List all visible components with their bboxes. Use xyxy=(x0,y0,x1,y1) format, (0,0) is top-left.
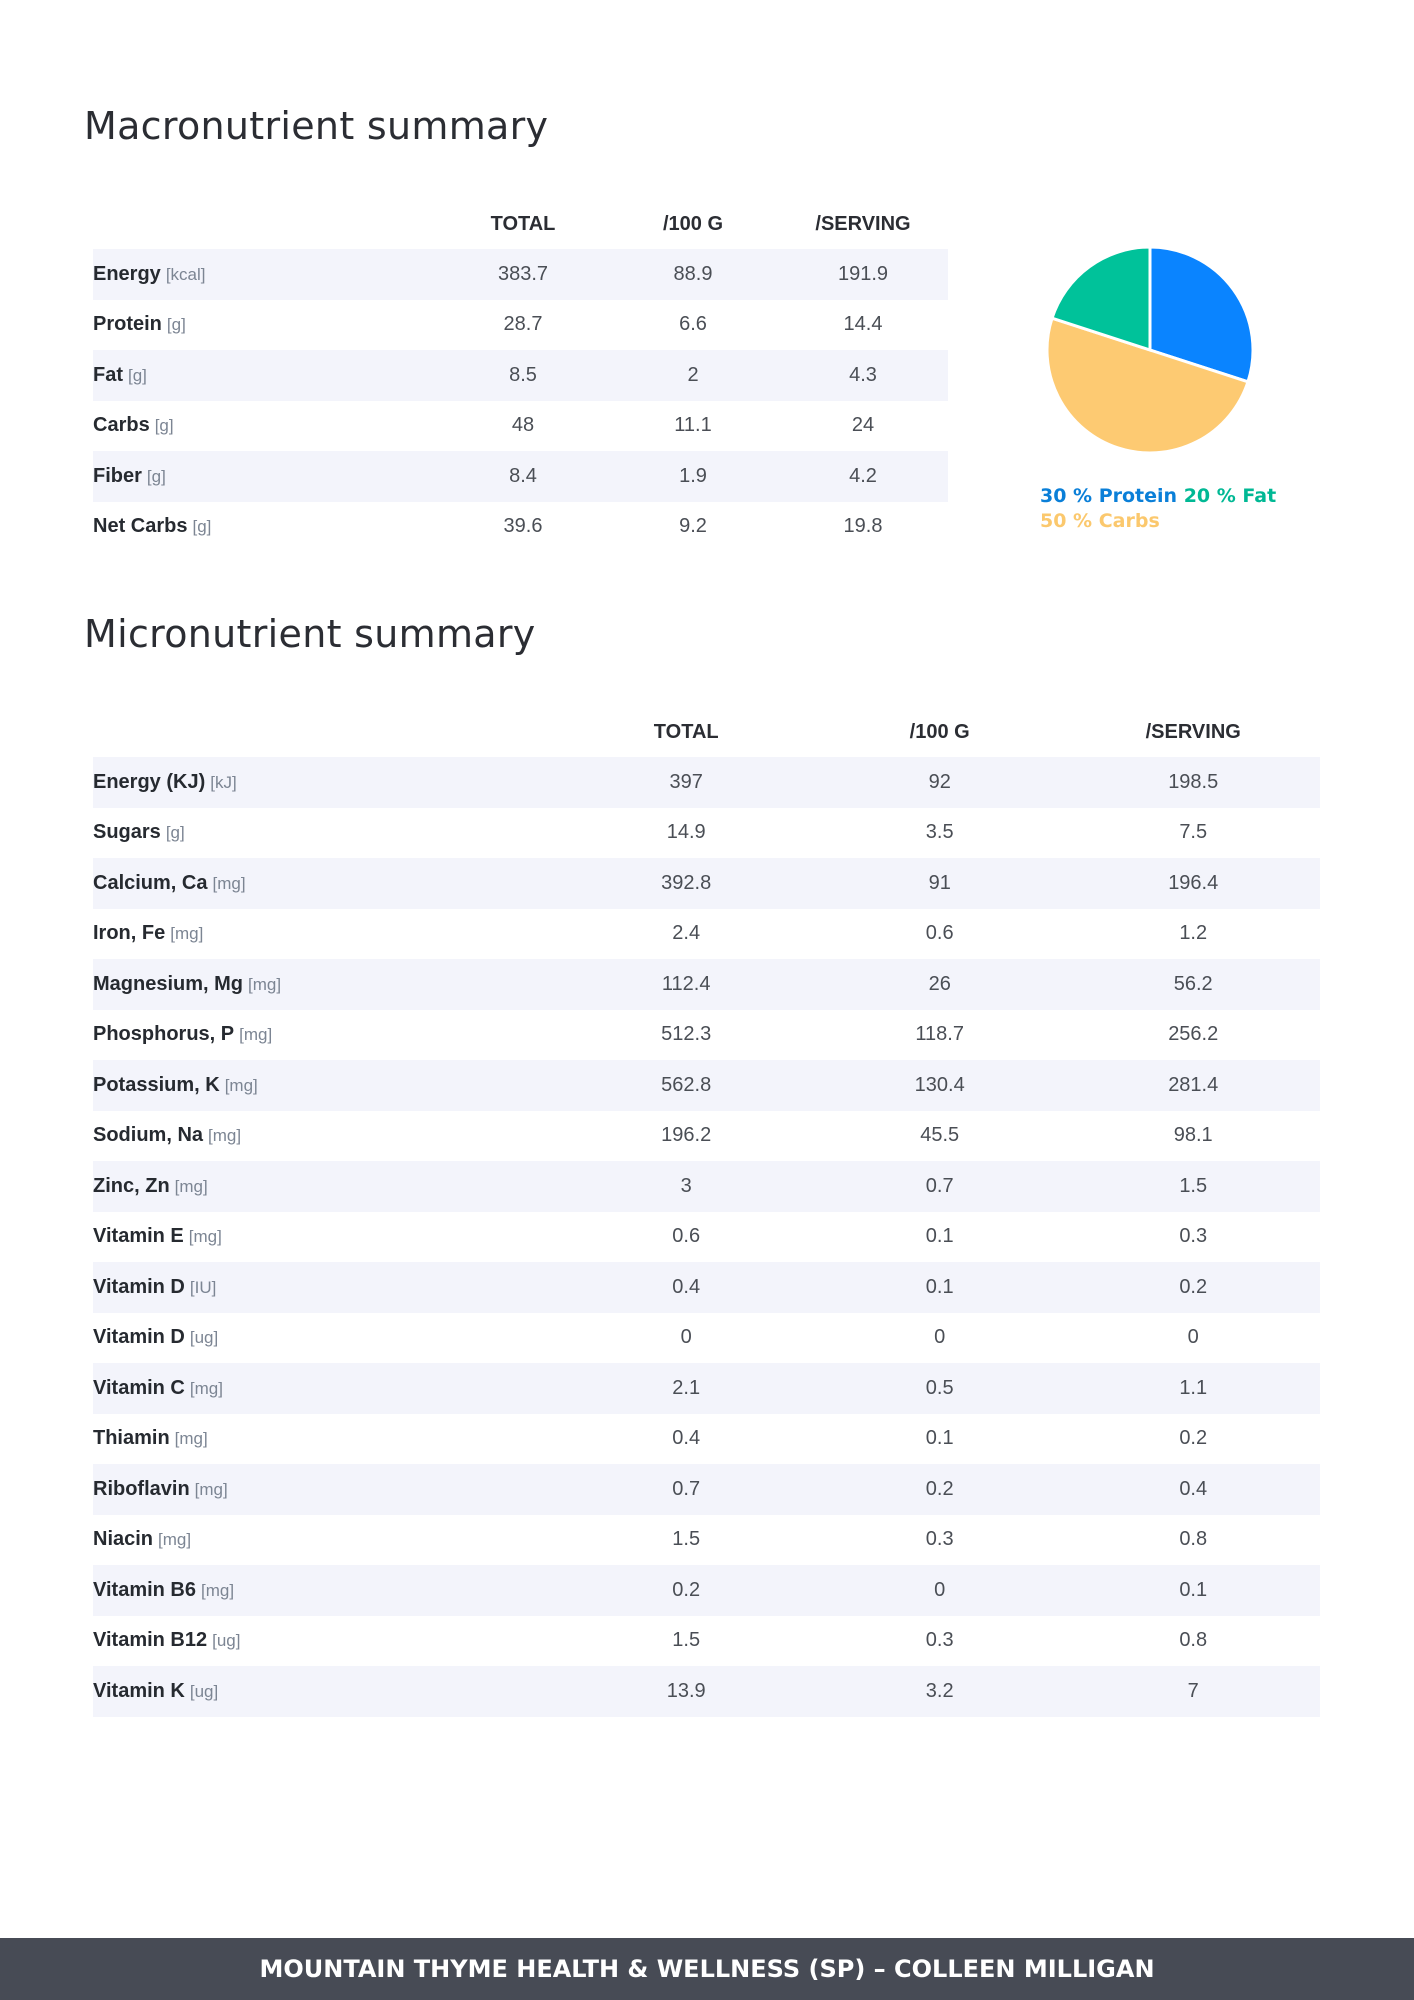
nutrient-label xyxy=(93,502,438,553)
value-per-serving: 98.1 xyxy=(1173,1124,1213,1147)
value-per-100g: 0.2 xyxy=(813,1464,1067,1515)
nutrient-unit: [ug] xyxy=(212,1631,241,1651)
nutrient-label xyxy=(93,1161,559,1212)
value-per-serving: 0.3 xyxy=(1179,1225,1208,1248)
value-per-serving: 0.4 xyxy=(1066,1464,1320,1515)
nutrient-label xyxy=(93,1363,559,1414)
micro-row xyxy=(93,1666,1320,1717)
value-per-100g: 1.9 xyxy=(608,451,778,502)
value-per-serving: 24 xyxy=(851,414,875,437)
macro-header-serving: /SERVING xyxy=(815,212,911,235)
nutrient-name: Zinc, Zn xyxy=(93,1174,170,1197)
nutrient-name: Sugars xyxy=(93,821,161,844)
value-per-100g: 6.6 xyxy=(679,313,707,336)
value-per-100g: 0.1 xyxy=(925,1427,954,1450)
macro-header-blank xyxy=(93,199,438,249)
nutrient-label xyxy=(93,1111,559,1162)
macronutrient-table xyxy=(93,199,948,552)
micro-row xyxy=(93,1010,1320,1061)
nutrient-label xyxy=(93,808,559,859)
micro-header-per100: /100 G xyxy=(909,720,970,743)
value-per-100g: 0.7 xyxy=(813,1161,1067,1212)
value-per-100g: 0.6 xyxy=(925,922,954,945)
nutrient-unit: [IU] xyxy=(189,1277,217,1297)
micro-row xyxy=(93,1111,1320,1162)
micro-row xyxy=(93,1212,1320,1263)
value-per-100g: 26 xyxy=(813,959,1067,1010)
micro-row xyxy=(93,1565,1320,1616)
nutrient-unit: [mg] xyxy=(194,1479,228,1499)
value-per-100g: 3.2 xyxy=(813,1666,1067,1717)
value-per-100g: 0.3 xyxy=(925,1528,954,1551)
nutrient-name: Vitamin D xyxy=(93,1275,185,1298)
nutrient-label xyxy=(93,1464,559,1515)
nutrient-unit: [g] xyxy=(128,365,147,385)
nutrient-unit: [mg] xyxy=(201,1580,235,1600)
micro-row xyxy=(93,1060,1320,1111)
macro-header-per100: /100 G xyxy=(662,212,724,235)
nutrient-label xyxy=(93,1616,559,1667)
micro-row xyxy=(93,1464,1320,1515)
nutrient-unit: [kcal] xyxy=(165,264,206,284)
value-total: 0.4 xyxy=(559,1262,813,1313)
micro-row xyxy=(93,1515,1320,1566)
legend-item: 50 % Carbs xyxy=(1040,510,1160,532)
nutrient-name: Vitamin B6 xyxy=(93,1578,196,1601)
value-total: 8.5 xyxy=(438,350,608,401)
value-total: 28.7 xyxy=(503,313,543,336)
nutrient-label xyxy=(93,1666,559,1717)
macronutrient-summary-title: Macronutrient summary xyxy=(84,104,549,148)
nutrient-name: Vitamin B12 xyxy=(93,1629,208,1652)
micro-header-total: TOTAL xyxy=(653,720,719,743)
value-per-serving: 1.5 xyxy=(1066,1161,1320,1212)
nutrient-name: Vitamin E xyxy=(93,1225,184,1248)
value-per-serving: 281.4 xyxy=(1066,1060,1320,1111)
value-per-serving: 0 xyxy=(1187,1326,1199,1349)
nutrient-name: Net Carbs xyxy=(93,515,188,538)
nutrient-name: Fiber xyxy=(93,464,142,487)
nutrient-name: Energy xyxy=(93,262,161,285)
nutrient-label xyxy=(93,858,559,909)
nutrient-unit: [kJ] xyxy=(210,772,237,792)
macro-header-row xyxy=(93,199,948,249)
value-total: 0.2 xyxy=(559,1565,813,1616)
micro-row xyxy=(93,808,1320,859)
micronutrient-summary-title: Micronutrient summary xyxy=(84,612,536,656)
value-per-100g: 45.5 xyxy=(920,1124,960,1147)
nutrient-name: Calcium, Ca xyxy=(93,871,208,894)
value-total: 0.7 xyxy=(559,1464,813,1515)
nutrient-label xyxy=(93,1060,559,1111)
nutrient-label xyxy=(93,1262,559,1313)
nutrient-label xyxy=(93,1212,559,1263)
nutrient-unit: [g] xyxy=(192,517,212,537)
nutrient-unit: [mg] xyxy=(212,873,246,893)
micro-row xyxy=(93,1616,1320,1667)
value-per-serving: 19.8 xyxy=(843,515,883,538)
value-per-100g: 130.4 xyxy=(813,1060,1067,1111)
value-per-100g: 9.2 xyxy=(679,515,707,538)
nutrient-name: Riboflavin xyxy=(93,1477,190,1500)
micro-row xyxy=(93,757,1320,808)
value-per-100g: 2 xyxy=(608,350,778,401)
micro-header-row xyxy=(93,707,1320,757)
value-total: 0 xyxy=(680,1326,692,1349)
nutrient-unit: [mg] xyxy=(170,924,204,944)
nutrient-unit: [mg] xyxy=(174,1176,208,1196)
value-per-serving: 56.2 xyxy=(1066,959,1320,1010)
value-total: 13.9 xyxy=(559,1666,813,1717)
value-per-serving: 0.2 xyxy=(1179,1427,1208,1450)
nutrient-label xyxy=(93,249,438,300)
value-total: 392.8 xyxy=(559,858,813,909)
value-total: 512.3 xyxy=(661,1023,712,1046)
micro-header-blank xyxy=(93,707,559,757)
value-per-serving: 4.3 xyxy=(778,350,948,401)
nutrient-unit: [mg] xyxy=(224,1075,258,1095)
legend-item: 30 % Protein xyxy=(1040,485,1178,507)
nutrient-label xyxy=(93,451,438,502)
nutrient-unit: [ug] xyxy=(189,1681,219,1701)
value-per-100g: 11.1 xyxy=(674,414,712,437)
micronutrient-table xyxy=(93,707,1320,1717)
value-per-serving: 0.2 xyxy=(1066,1262,1320,1313)
value-per-serving: 196.4 xyxy=(1066,858,1320,909)
nutrient-unit: [mg] xyxy=(239,1025,273,1045)
nutrient-name: Iron, Fe xyxy=(93,922,166,945)
nutrient-label xyxy=(93,1515,559,1566)
macro-header-total: TOTAL xyxy=(490,212,556,235)
nutrient-label xyxy=(93,1565,559,1616)
value-total: 8.4 xyxy=(438,451,608,502)
nutrient-name: Potassium, K xyxy=(93,1073,220,1096)
nutrient-name: Sodium, Na xyxy=(93,1124,204,1147)
value-per-100g: 0 xyxy=(813,1565,1067,1616)
footer-bar xyxy=(0,1938,1414,2000)
value-per-serving: 256.2 xyxy=(1168,1023,1219,1046)
nutrient-label xyxy=(93,959,559,1010)
nutrient-label xyxy=(93,350,438,401)
value-per-serving: 7.5 xyxy=(1179,821,1208,844)
macro-row xyxy=(93,350,948,401)
value-total: 112.4 xyxy=(559,959,813,1010)
value-per-100g: 0.3 xyxy=(925,1629,954,1652)
nutrient-name: Vitamin K xyxy=(93,1679,185,1702)
nutrient-unit: [mg] xyxy=(189,1378,223,1398)
value-per-serving: 0.1 xyxy=(1066,1565,1320,1616)
nutrient-label xyxy=(93,1313,559,1364)
nutrient-name: Niacin xyxy=(93,1528,154,1551)
value-per-100g: 0 xyxy=(934,1326,946,1349)
value-per-100g: 0.1 xyxy=(813,1262,1067,1313)
value-total: 0.4 xyxy=(672,1427,701,1450)
value-per-100g: 91 xyxy=(813,858,1067,909)
micro-header-serving: /SERVING xyxy=(1145,720,1241,743)
value-per-100g: 3.5 xyxy=(925,821,954,844)
legend-item: 20 % Fat xyxy=(1183,485,1277,507)
micro-row xyxy=(93,1414,1320,1465)
value-per-serving: 4.2 xyxy=(778,451,948,502)
nutrient-label xyxy=(93,909,559,960)
micro-row xyxy=(93,1161,1320,1212)
value-total: 2.4 xyxy=(672,922,701,945)
value-per-100g: 88.9 xyxy=(608,249,778,300)
value-per-serving: 1.1 xyxy=(1066,1363,1320,1414)
nutrient-name: Fat xyxy=(93,363,123,386)
nutrient-unit: [g] xyxy=(166,315,186,335)
nutrient-label xyxy=(93,1414,559,1465)
value-per-serving: 7 xyxy=(1066,1666,1320,1717)
value-total: 1.5 xyxy=(672,1629,701,1652)
value-per-100g: 0.5 xyxy=(813,1363,1067,1414)
nutrient-name: Vitamin D xyxy=(93,1326,185,1349)
nutrient-name: Magnesium, Mg xyxy=(93,972,244,995)
nutrient-name: Energy (KJ) xyxy=(93,770,206,793)
value-total: 3 xyxy=(559,1161,813,1212)
nutrient-label xyxy=(93,757,559,808)
micro-row xyxy=(93,959,1320,1010)
nutrient-unit: [ug] xyxy=(189,1328,219,1348)
nutrient-label xyxy=(93,300,438,351)
nutrient-unit: [mg] xyxy=(158,1530,192,1550)
micro-row xyxy=(93,1363,1320,1414)
nutrient-unit: [mg] xyxy=(188,1227,222,1247)
nutrient-name: Vitamin C xyxy=(93,1376,185,1399)
value-total: 1.5 xyxy=(672,1528,701,1551)
nutrient-unit: [g] xyxy=(146,466,166,486)
value-total: 0.6 xyxy=(672,1225,701,1248)
value-total: 562.8 xyxy=(559,1060,813,1111)
value-per-serving: 198.5 xyxy=(1066,757,1320,808)
macro-row xyxy=(93,451,948,502)
nutrient-name: Carbs xyxy=(93,414,150,437)
value-per-serving: 0.8 xyxy=(1179,1629,1208,1652)
micro-row xyxy=(93,858,1320,909)
value-per-serving: 14.4 xyxy=(843,313,883,336)
macro-row xyxy=(93,300,948,351)
value-total: 48 xyxy=(511,414,535,437)
nutrient-name: Protein xyxy=(93,313,162,336)
macronutrient-pie-chart xyxy=(1030,230,1270,470)
value-total: 39.6 xyxy=(503,515,543,538)
footer-text: MOUNTAIN THYME HEALTH & WELLNESS (SP) – COLLEEN MILLIGAN xyxy=(259,1955,1155,1983)
nutrient-unit: [g] xyxy=(165,823,185,843)
micro-row xyxy=(93,1313,1320,1364)
value-total: 2.1 xyxy=(559,1363,813,1414)
pie-legend xyxy=(1040,484,1340,534)
value-per-100g: 0.1 xyxy=(925,1225,954,1248)
value-per-serving: 191.9 xyxy=(778,249,948,300)
nutrient-label xyxy=(93,1010,559,1061)
value-per-serving: 1.2 xyxy=(1179,922,1208,945)
macro-row xyxy=(93,249,948,300)
nutrient-label xyxy=(93,401,438,452)
nutrient-unit: [g] xyxy=(154,416,174,436)
value-total: 196.2 xyxy=(661,1124,712,1147)
value-total: 383.7 xyxy=(438,249,608,300)
nutrient-unit: [mg] xyxy=(208,1126,242,1146)
micro-row xyxy=(93,1262,1320,1313)
nutrient-unit: [mg] xyxy=(174,1429,208,1449)
value-per-serving: 0.8 xyxy=(1179,1528,1208,1551)
macro-row xyxy=(93,502,948,553)
macro-row xyxy=(93,401,948,452)
value-per-100g: 118.7 xyxy=(915,1023,964,1046)
nutrient-unit: [mg] xyxy=(248,974,282,994)
value-per-100g: 92 xyxy=(813,757,1067,808)
value-total: 397 xyxy=(559,757,813,808)
micro-row xyxy=(93,909,1320,960)
nutrient-name: Thiamin xyxy=(93,1427,170,1450)
nutrient-name: Phosphorus, P xyxy=(93,1023,235,1046)
value-total: 14.9 xyxy=(666,821,706,844)
